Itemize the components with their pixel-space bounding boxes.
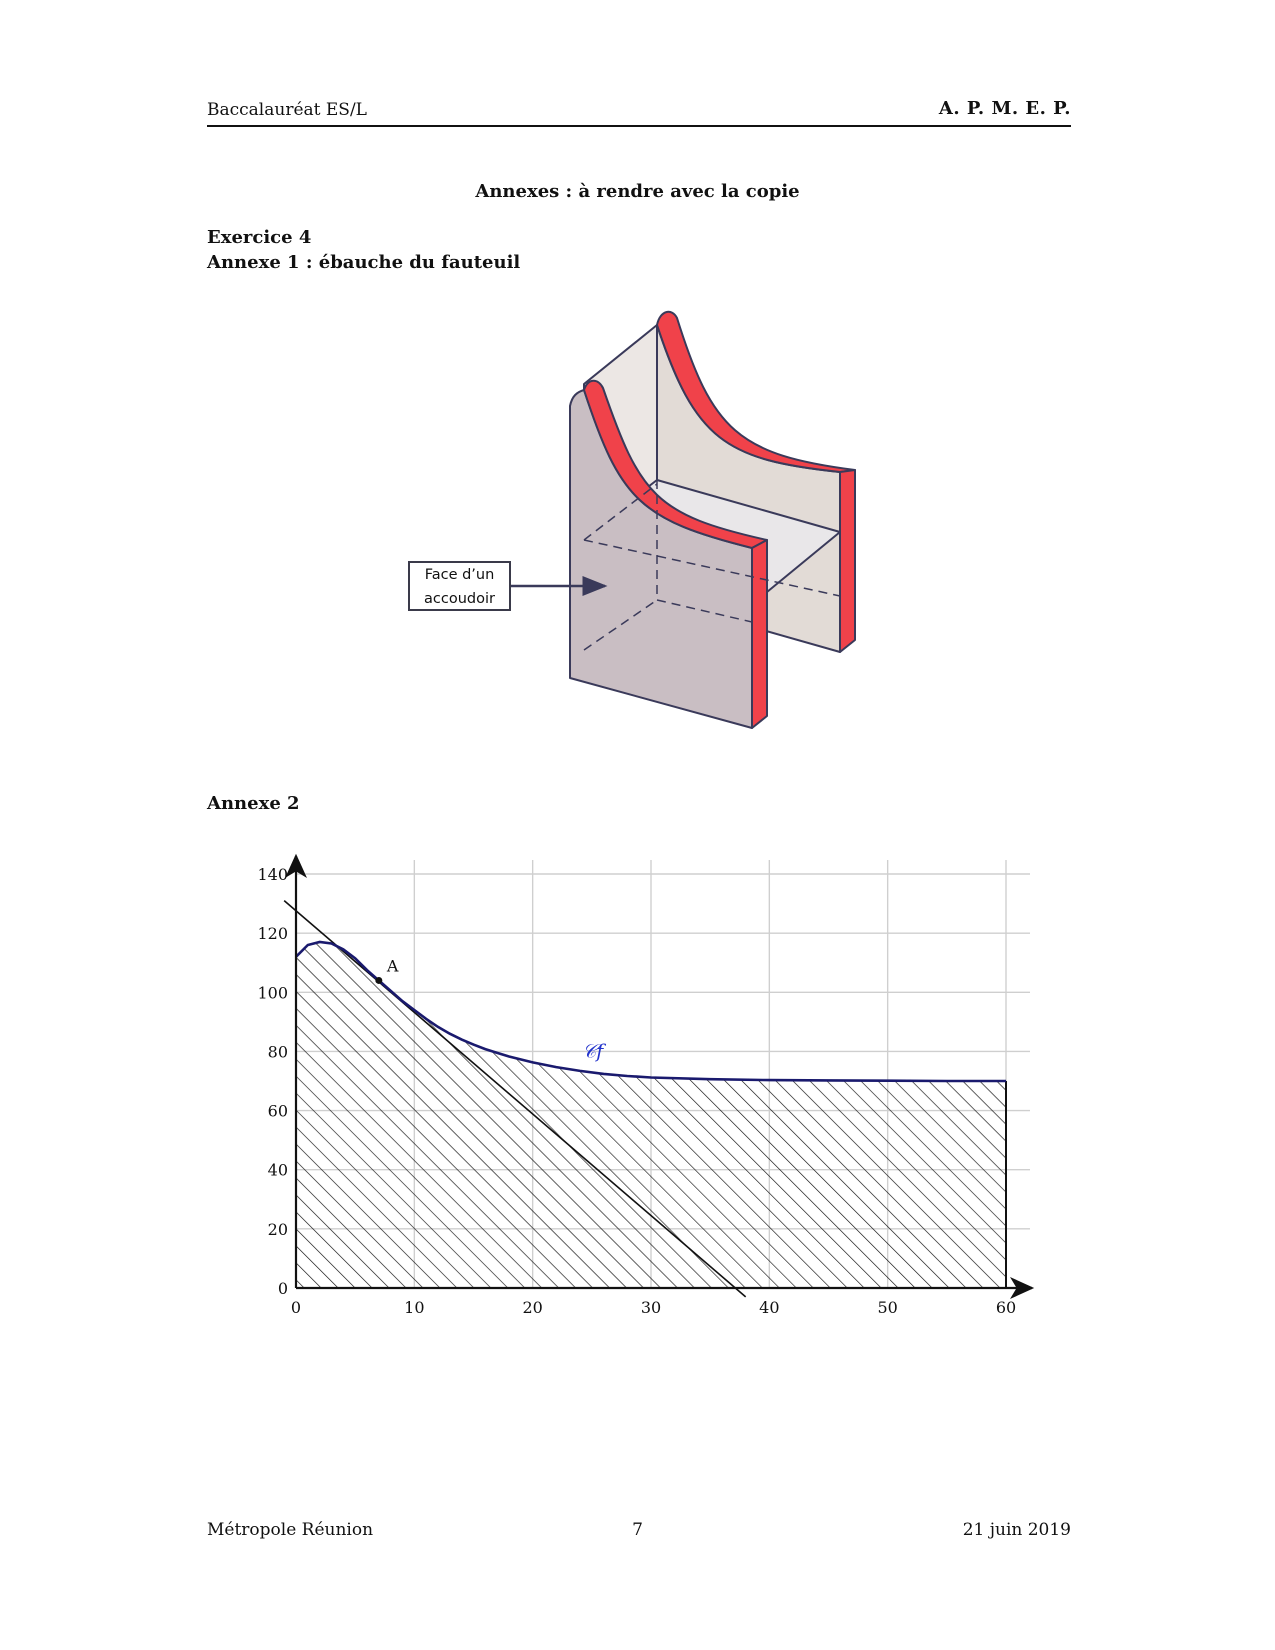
y-tick-label: 120 bbox=[257, 924, 288, 944]
callout-line2: accoudoir bbox=[424, 591, 495, 607]
x-tick-label: 50 bbox=[877, 1298, 898, 1317]
y-tick-label: 60 bbox=[267, 1101, 288, 1121]
annex1-title: Annexe 1 : ébauche du fauteuil bbox=[207, 252, 521, 273]
page-number: 7 bbox=[632, 1520, 643, 1540]
exercise-title: Exercice 4 bbox=[207, 227, 312, 248]
footer-left: Métropole Réunion bbox=[207, 1520, 374, 1540]
x-tick-label: 0 bbox=[290, 1298, 302, 1317]
point-a bbox=[375, 977, 382, 984]
header-right: A. P. M. E. P. bbox=[938, 98, 1071, 119]
x-tick-label: 40 bbox=[759, 1298, 780, 1317]
footer-right: 21 juin 2019 bbox=[962, 1520, 1071, 1540]
callout-line1: Face d’un bbox=[424, 567, 495, 583]
x-tick-label: 20 bbox=[522, 1298, 543, 1317]
x-tick-label: 30 bbox=[640, 1298, 662, 1317]
y-tick-label: 40 bbox=[267, 1160, 288, 1180]
x-tick-label: 60 bbox=[995, 1298, 1017, 1317]
point-a-label: A bbox=[386, 956, 399, 976]
x-tick-label: 10 bbox=[404, 1298, 425, 1317]
y-tick-label: 20 bbox=[267, 1219, 288, 1239]
y-tick-label: 140 bbox=[257, 865, 288, 884]
y-tick-label: 80 bbox=[267, 1042, 288, 1062]
header-left: Baccalauréat ES/L bbox=[207, 100, 367, 120]
annex-title: Annexes : à rendre avec la copie bbox=[475, 181, 800, 202]
curve-label: 𝒞f bbox=[582, 1040, 604, 1063]
y-tick-label: 100 bbox=[257, 983, 288, 1003]
y-tick-label: 0 bbox=[277, 1279, 288, 1298]
annex2-title: Annexe 2 bbox=[207, 793, 300, 814]
